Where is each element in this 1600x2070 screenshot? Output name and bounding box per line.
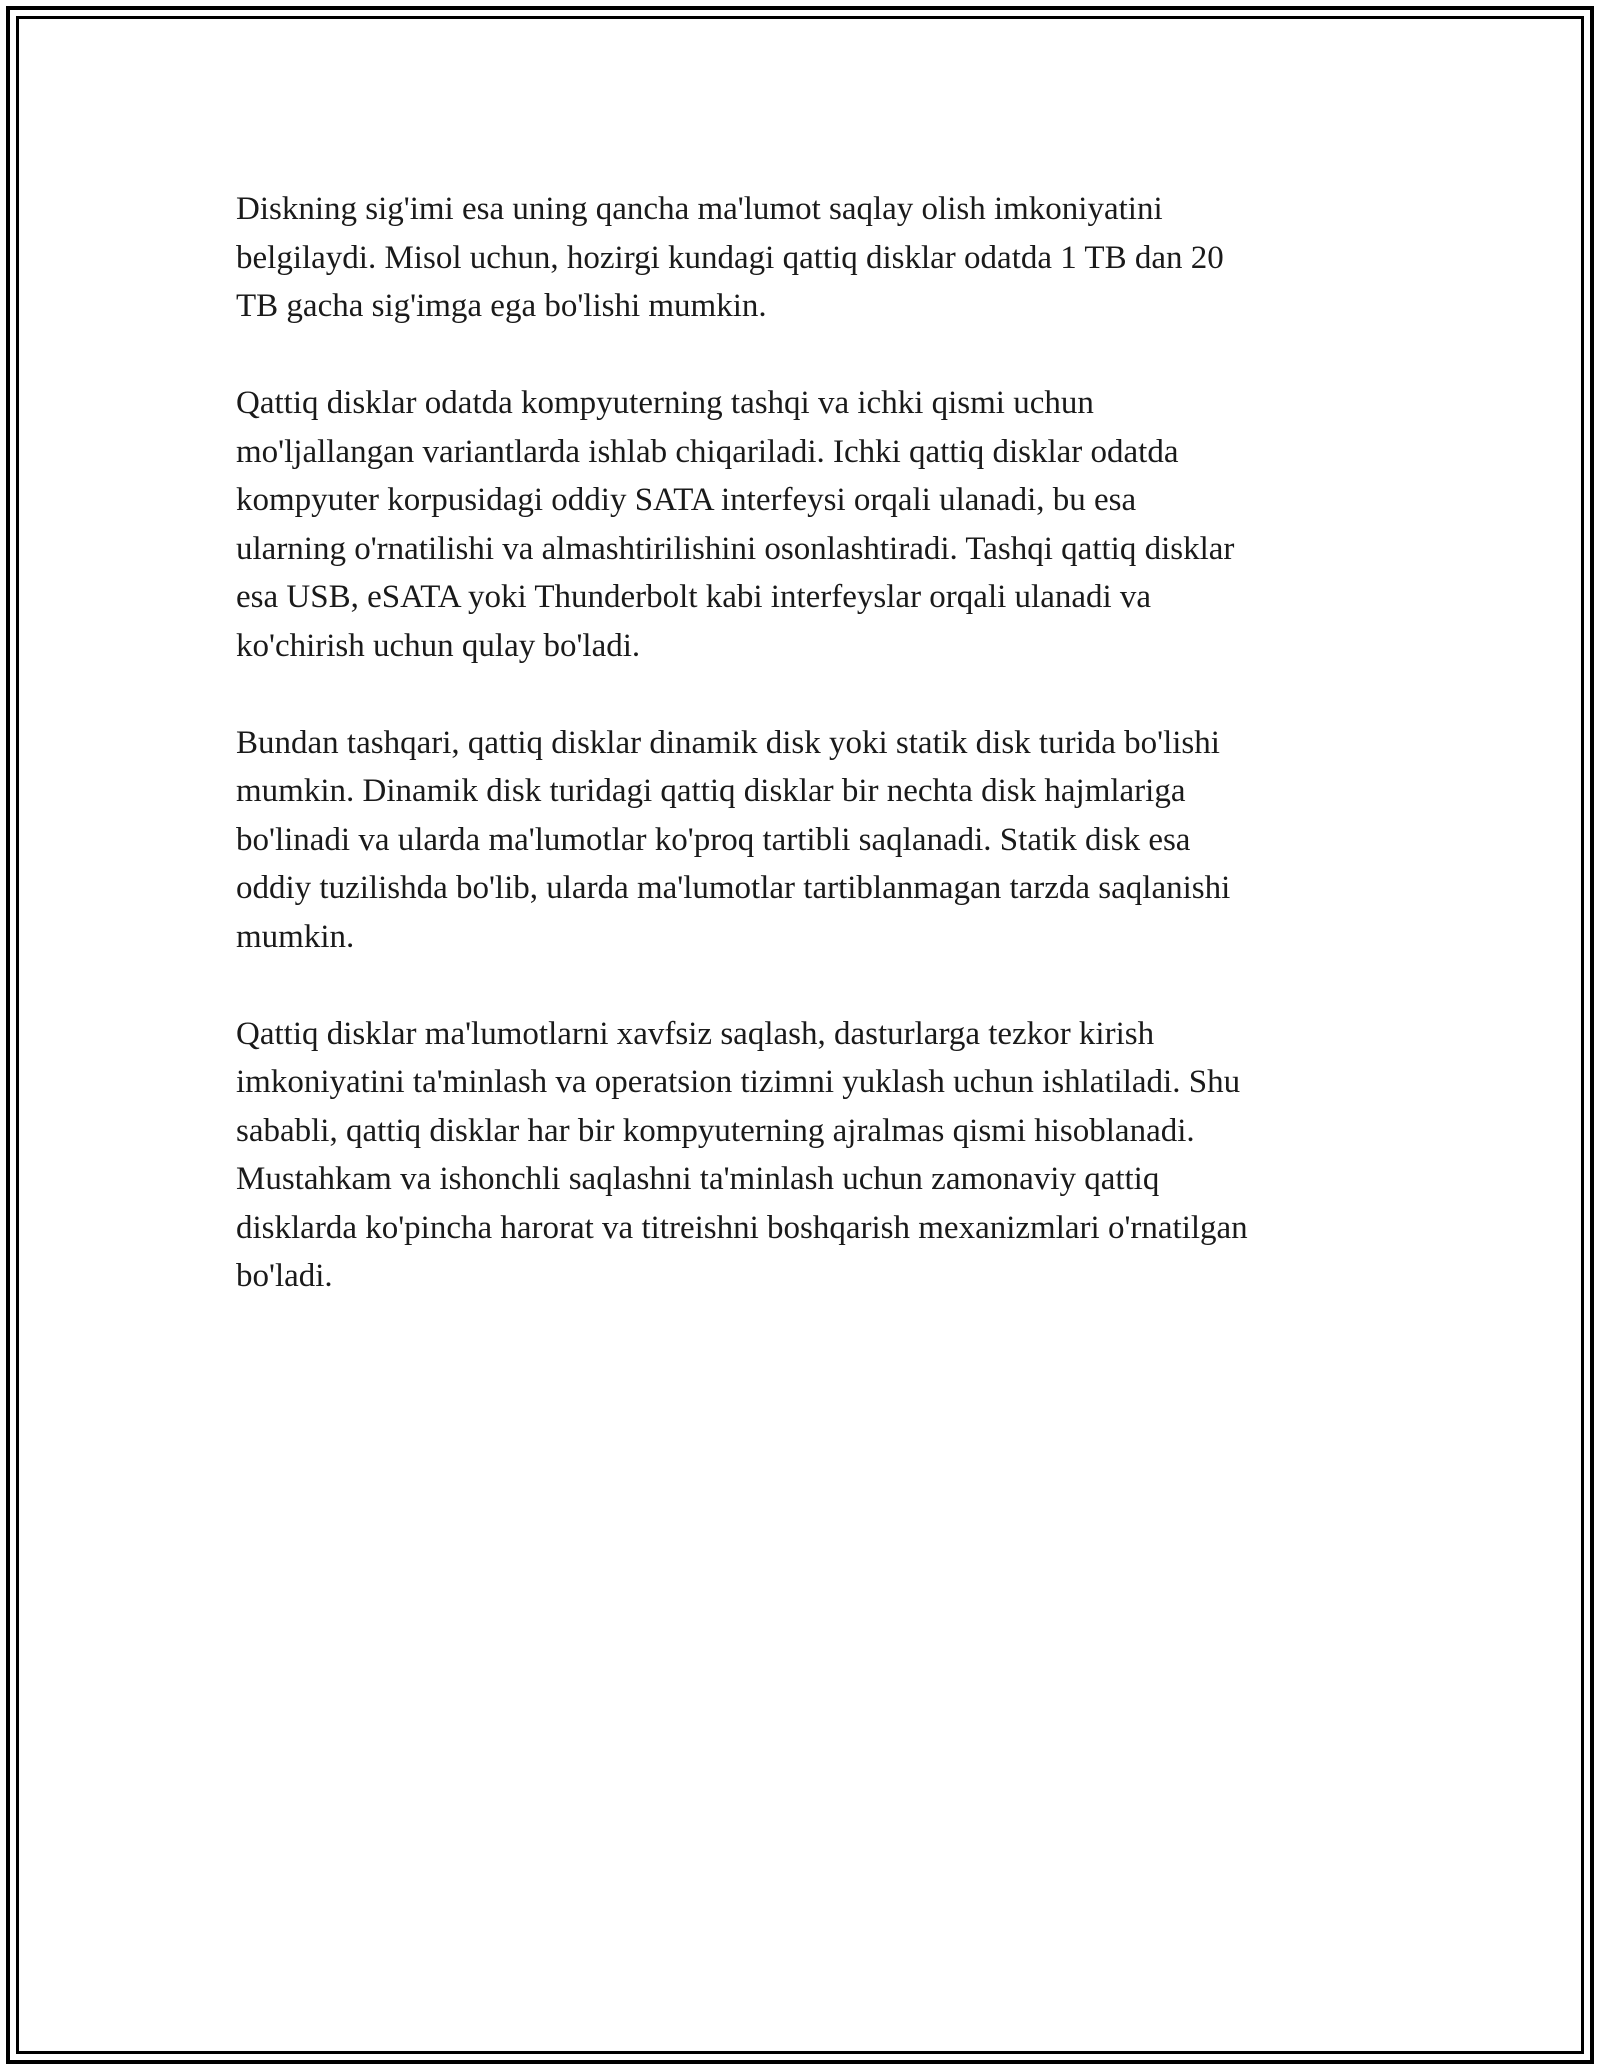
document-body: [236, 185, 1366, 1349]
paragraph-line: disklarda ko'pincha harorat va titreishni boshqarish mexanizmlari o'rnatilgan: [236, 1209, 1248, 1246]
paragraph-line: ko'chirish uchun qulay bo'ladi.: [236, 627, 641, 664]
paragraph-line: bo'ladi.: [236, 1258, 333, 1294]
paragraph-line: kompyuter korpusidagi oddiy SATA interfeysi orqali ulanadi, bu esa: [236, 482, 1137, 518]
paragraph-line: sababli, qattiq disklar har bir kompyuterning ajralmas qismi hisoblanadi.: [236, 1112, 1195, 1149]
paragraph-line: mumkin.: [236, 918, 355, 955]
paragraph-line: oddiy tuzilishda bo'lib, ularda ma'lumotlar tartiblanmagan tarzda saqlanishi: [236, 870, 1231, 906]
paragraph-internal-external: [236, 379, 1366, 670]
paragraph-line: imkoniyatini ta'minlash va operatsion tizimni yuklash uchun ishlatiladi. Shu: [236, 1064, 1241, 1100]
paragraph-line: esa USB, eSATA yoki Thunderbolt kabi interfeyslar orqali ulanadi va: [236, 579, 1152, 615]
paragraph-line: ularning o'rnatilishi va almashtirilishini osonlashtiradi. Tashqi qattiq disklar: [236, 530, 1235, 567]
paragraph-line: Qattiq disklar ma'lumotlarni xavfsiz saqlash, dasturlarga tezkor kirish: [236, 1015, 1155, 1052]
paragraph-line: bo'linadi va ularda ma'lumotlar ko'proq tartibli saqlanadi. Statik disk esa: [236, 821, 1191, 858]
paragraph-disk-capacity: [236, 185, 1366, 331]
paragraph-line: Bundan tashqari, qattiq disklar dinamik disk yoki statik disk turida bo'lishi: [236, 724, 1220, 761]
paragraph-dynamic-static: [236, 719, 1366, 962]
paragraph-line: Diskning sig'imi esa uning qancha ma'lumot saqlay olish imkoniyatini: [236, 191, 1163, 227]
paragraph-line: mumkin. Dinamik disk turidagi qattiq disklar bir nechta disk hajmlariga: [236, 773, 1186, 809]
paragraph-line: mo'ljallangan variantlarda ishlab chiqariladi. Ichki qattiq disklar odatda: [236, 433, 1179, 470]
paragraph-line: Qattiq disklar odatda kompyuterning tashqi va ichki qismi uchun: [236, 385, 1094, 421]
paragraph-line: Mustahkam va ishonchli saqlashni ta'minlash uchun zamonaviy qattiq: [236, 1161, 1160, 1197]
paragraph-line: belgilaydi. Misol uchun, hozirgi kundagi qattiq disklar odatda 1 TB dan 20: [236, 239, 1224, 276]
paragraph-line: TB gacha sig'imga ega bo'lishi mumkin.: [236, 288, 767, 324]
paragraph-usage: [236, 1010, 1366, 1301]
